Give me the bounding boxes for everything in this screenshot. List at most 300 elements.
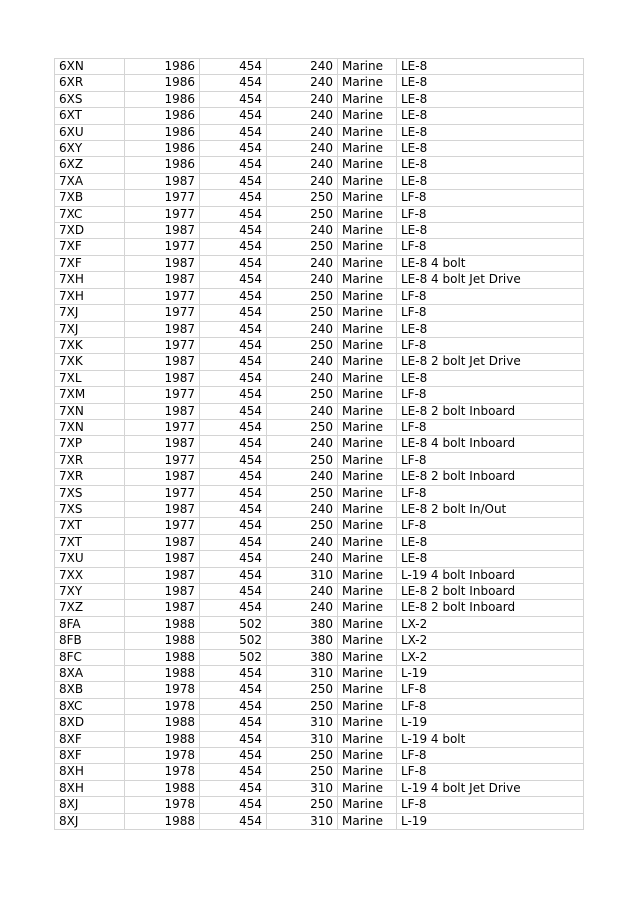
horsepower-cell: 250 [267,190,338,206]
horsepower-cell: 240 [267,403,338,419]
application-cell: Marine [338,337,397,353]
notes-cell: L-19 [397,715,584,731]
year-cell: 1987 [125,255,200,271]
table-body [55,59,584,830]
table-row [55,485,584,501]
code-cell: 7XR [55,452,125,468]
horsepower-cell: 250 [267,288,338,304]
year-cell: 1977 [125,485,200,501]
table-row [55,419,584,435]
table-row [55,649,584,665]
year-cell: 1977 [125,206,200,222]
notes-cell: LE-8 [397,108,584,124]
table-row [55,682,584,698]
horsepower-cell: 240 [267,354,338,370]
application-cell: Marine [338,584,397,600]
application-cell: Marine [338,370,397,386]
notes-cell: LF-8 [397,288,584,304]
displacement-cell: 454 [200,698,267,714]
notes-cell: LE-8 4 bolt Jet Drive [397,272,584,288]
notes-cell: LE-8 [397,173,584,189]
code-cell: 6XS [55,91,125,107]
year-cell: 1987 [125,223,200,239]
notes-cell: LE-8 [397,75,584,91]
displacement-cell: 454 [200,682,267,698]
notes-cell: LF-8 [397,190,584,206]
code-cell: 8FA [55,616,125,632]
horsepower-cell: 250 [267,337,338,353]
code-cell: 8XD [55,715,125,731]
application-cell: Marine [338,731,397,747]
application-cell: Marine [338,452,397,468]
year-cell: 1977 [125,452,200,468]
displacement-cell: 502 [200,649,267,665]
code-cell: 7XK [55,337,125,353]
application-cell: Marine [338,157,397,173]
horsepower-cell: 250 [267,485,338,501]
code-cell: 7XH [55,288,125,304]
application-cell: Marine [338,206,397,222]
horsepower-cell: 240 [267,124,338,140]
notes-cell: LE-8 2 bolt Inboard [397,600,584,616]
code-cell: 6XU [55,124,125,140]
code-cell: 7XU [55,551,125,567]
notes-cell: LX-2 [397,633,584,649]
notes-cell: LE-8 [397,124,584,140]
displacement-cell: 454 [200,419,267,435]
year-cell: 1986 [125,108,200,124]
notes-cell: LF-8 [397,337,584,353]
horsepower-cell: 310 [267,715,338,731]
year-cell: 1988 [125,731,200,747]
notes-cell: LE-8 2 bolt Inboard [397,403,584,419]
table-row [55,124,584,140]
displacement-cell: 454 [200,288,267,304]
horsepower-cell: 240 [267,157,338,173]
year-cell: 1988 [125,666,200,682]
displacement-cell: 454 [200,715,267,731]
horsepower-cell: 240 [267,600,338,616]
application-cell: Marine [338,649,397,665]
notes-cell: LF-8 [397,387,584,403]
table-row [55,288,584,304]
code-cell: 8XJ [55,813,125,829]
application-cell: Marine [338,403,397,419]
year-cell: 1988 [125,715,200,731]
displacement-cell: 454 [200,223,267,239]
table-row [55,354,584,370]
horsepower-cell: 310 [267,813,338,829]
table-row [55,305,584,321]
application-cell: Marine [338,387,397,403]
notes-cell: LX-2 [397,649,584,665]
application-cell: Marine [338,534,397,550]
application-cell: Marine [338,288,397,304]
horsepower-cell: 240 [267,108,338,124]
horsepower-cell: 250 [267,419,338,435]
horsepower-cell: 240 [267,173,338,189]
code-cell: 7XP [55,436,125,452]
displacement-cell: 454 [200,436,267,452]
notes-cell: LE-8 [397,321,584,337]
code-cell: 7XM [55,387,125,403]
displacement-cell: 454 [200,485,267,501]
horsepower-cell: 250 [267,452,338,468]
application-cell: Marine [338,354,397,370]
horsepower-cell: 240 [267,255,338,271]
horsepower-cell: 250 [267,682,338,698]
application-cell: Marine [338,436,397,452]
year-cell: 1977 [125,518,200,534]
code-cell: 8XF [55,731,125,747]
application-cell: Marine [338,764,397,780]
code-cell: 6XZ [55,157,125,173]
displacement-cell: 454 [200,305,267,321]
code-cell: 7XD [55,223,125,239]
table-row [55,75,584,91]
displacement-cell: 454 [200,91,267,107]
displacement-cell: 454 [200,567,267,583]
notes-cell: LE-8 4 bolt Inboard [397,436,584,452]
code-cell: 7XL [55,370,125,386]
displacement-cell: 454 [200,337,267,353]
year-cell: 1986 [125,75,200,91]
table-row [55,223,584,239]
year-cell: 1987 [125,534,200,550]
displacement-cell: 454 [200,370,267,386]
application-cell: Marine [338,124,397,140]
code-cell: 7XJ [55,321,125,337]
table-row [55,813,584,829]
notes-cell: LX-2 [397,616,584,632]
code-cell: 8FB [55,633,125,649]
year-cell: 1978 [125,682,200,698]
year-cell: 1977 [125,387,200,403]
displacement-cell: 454 [200,518,267,534]
application-cell: Marine [338,255,397,271]
year-cell: 1978 [125,764,200,780]
year-cell: 1978 [125,797,200,813]
horsepower-cell: 240 [267,272,338,288]
year-cell: 1986 [125,91,200,107]
notes-cell: LE-8 [397,141,584,157]
code-cell: 7XH [55,272,125,288]
code-cell: 7XK [55,354,125,370]
application-cell: Marine [338,91,397,107]
application-cell: Marine [338,780,397,796]
displacement-cell: 454 [200,797,267,813]
engine-code-table [54,58,584,830]
table-row [55,157,584,173]
year-cell: 1987 [125,403,200,419]
table-row [55,469,584,485]
notes-cell: LF-8 [397,797,584,813]
table-row [55,551,584,567]
application-cell: Marine [338,551,397,567]
code-cell: 7XN [55,419,125,435]
displacement-cell: 502 [200,616,267,632]
notes-cell: LF-8 [397,748,584,764]
table-row [55,337,584,353]
horsepower-cell: 240 [267,59,338,75]
code-cell: 6XY [55,141,125,157]
horsepower-cell: 240 [267,75,338,91]
table-row [55,584,584,600]
code-cell: 6XR [55,75,125,91]
application-cell: Marine [338,272,397,288]
application-cell: Marine [338,682,397,698]
year-cell: 1977 [125,337,200,353]
code-cell: 7XB [55,190,125,206]
horsepower-cell: 240 [267,584,338,600]
notes-cell: LE-8 [397,551,584,567]
code-cell: 8XF [55,748,125,764]
table-row [55,780,584,796]
notes-cell: LF-8 [397,452,584,468]
table-row [55,321,584,337]
table-row [55,403,584,419]
horsepower-cell: 250 [267,305,338,321]
code-cell: 7XA [55,173,125,189]
horsepower-cell: 250 [267,387,338,403]
year-cell: 1988 [125,780,200,796]
notes-cell: LE-8 [397,157,584,173]
notes-cell: LF-8 [397,682,584,698]
year-cell: 1987 [125,501,200,517]
displacement-cell: 454 [200,551,267,567]
application-cell: Marine [338,616,397,632]
displacement-cell: 454 [200,813,267,829]
horsepower-cell: 240 [267,321,338,337]
displacement-cell: 454 [200,501,267,517]
application-cell: Marine [338,223,397,239]
year-cell: 1988 [125,633,200,649]
code-cell: 7XS [55,501,125,517]
displacement-cell: 454 [200,190,267,206]
table-row [55,190,584,206]
table-row [55,387,584,403]
application-cell: Marine [338,321,397,337]
horsepower-cell: 240 [267,141,338,157]
notes-cell: L-19 4 bolt Jet Drive [397,780,584,796]
horsepower-cell: 380 [267,616,338,632]
code-cell: 7XJ [55,305,125,321]
horsepower-cell: 380 [267,633,338,649]
year-cell: 1987 [125,600,200,616]
year-cell: 1977 [125,288,200,304]
table-row [55,616,584,632]
horsepower-cell: 240 [267,501,338,517]
displacement-cell: 454 [200,141,267,157]
notes-cell: LF-8 [397,485,584,501]
displacement-cell: 454 [200,206,267,222]
notes-cell: LE-8 2 bolt Inboard [397,469,584,485]
horsepower-cell: 240 [267,551,338,567]
application-cell: Marine [338,666,397,682]
code-cell: 8XA [55,666,125,682]
displacement-cell: 454 [200,321,267,337]
table-row [55,715,584,731]
horsepower-cell: 250 [267,698,338,714]
year-cell: 1986 [125,59,200,75]
notes-cell: LF-8 [397,698,584,714]
application-cell: Marine [338,518,397,534]
notes-cell: LE-8 2 bolt Inboard [397,584,584,600]
application-cell: Marine [338,600,397,616]
horsepower-cell: 250 [267,518,338,534]
year-cell: 1977 [125,239,200,255]
year-cell: 1987 [125,354,200,370]
application-cell: Marine [338,567,397,583]
year-cell: 1987 [125,469,200,485]
table-row [55,59,584,75]
year-cell: 1987 [125,272,200,288]
table-row [55,141,584,157]
year-cell: 1986 [125,124,200,140]
year-cell: 1988 [125,649,200,665]
code-cell: 6XN [55,59,125,75]
application-cell: Marine [338,698,397,714]
code-cell: 7XX [55,567,125,583]
year-cell: 1987 [125,567,200,583]
table-row [55,272,584,288]
displacement-cell: 454 [200,354,267,370]
displacement-cell: 454 [200,469,267,485]
table-row [55,731,584,747]
code-cell: 6XT [55,108,125,124]
displacement-cell: 454 [200,272,267,288]
application-cell: Marine [338,305,397,321]
code-cell: 7XN [55,403,125,419]
notes-cell: LF-8 [397,239,584,255]
table-row [55,764,584,780]
table-row [55,698,584,714]
notes-cell: LE-8 4 bolt [397,255,584,271]
horsepower-cell: 380 [267,649,338,665]
horsepower-cell: 240 [267,534,338,550]
displacement-cell: 454 [200,239,267,255]
notes-cell: LE-8 [397,59,584,75]
notes-cell: LF-8 [397,206,584,222]
horsepower-cell: 250 [267,764,338,780]
table-row [55,370,584,386]
code-cell: 7XF [55,239,125,255]
horsepower-cell: 310 [267,731,338,747]
table-row [55,501,584,517]
table-row [55,108,584,124]
application-cell: Marine [338,813,397,829]
code-cell: 7XC [55,206,125,222]
notes-cell: LF-8 [397,305,584,321]
year-cell: 1986 [125,157,200,173]
code-cell: 8XH [55,764,125,780]
displacement-cell: 454 [200,59,267,75]
table-row [55,748,584,764]
year-cell: 1978 [125,748,200,764]
displacement-cell: 454 [200,666,267,682]
horsepower-cell: 250 [267,206,338,222]
application-cell: Marine [338,485,397,501]
displacement-cell: 502 [200,633,267,649]
year-cell: 1977 [125,190,200,206]
displacement-cell: 454 [200,584,267,600]
table-row [55,255,584,271]
code-cell: 7XZ [55,600,125,616]
notes-cell: L-19 [397,813,584,829]
application-cell: Marine [338,141,397,157]
displacement-cell: 454 [200,157,267,173]
displacement-cell: 454 [200,75,267,91]
displacement-cell: 454 [200,748,267,764]
displacement-cell: 454 [200,124,267,140]
application-cell: Marine [338,797,397,813]
table-row [55,633,584,649]
application-cell: Marine [338,75,397,91]
year-cell: 1987 [125,370,200,386]
application-cell: Marine [338,469,397,485]
year-cell: 1988 [125,616,200,632]
horsepower-cell: 240 [267,91,338,107]
displacement-cell: 454 [200,452,267,468]
table-row [55,518,584,534]
notes-cell: L-19 4 bolt Inboard [397,567,584,583]
application-cell: Marine [338,108,397,124]
displacement-cell: 454 [200,403,267,419]
table-row [55,173,584,189]
displacement-cell: 454 [200,534,267,550]
horsepower-cell: 310 [267,666,338,682]
horsepower-cell: 240 [267,469,338,485]
year-cell: 1977 [125,305,200,321]
table-row [55,436,584,452]
year-cell: 1977 [125,419,200,435]
notes-cell: LF-8 [397,518,584,534]
notes-cell: L-19 4 bolt [397,731,584,747]
application-cell: Marine [338,633,397,649]
horsepower-cell: 250 [267,239,338,255]
table-row [55,797,584,813]
code-cell: 7XT [55,534,125,550]
notes-cell: LE-8 2 bolt Jet Drive [397,354,584,370]
code-cell: 8XC [55,698,125,714]
year-cell: 1988 [125,813,200,829]
year-cell: 1987 [125,173,200,189]
table-row [55,91,584,107]
application-cell: Marine [338,190,397,206]
notes-cell: LE-8 2 bolt In/Out [397,501,584,517]
horsepower-cell: 240 [267,223,338,239]
horsepower-cell: 250 [267,797,338,813]
horsepower-cell: 240 [267,370,338,386]
table-row [55,567,584,583]
notes-cell: L-19 [397,666,584,682]
notes-cell: LE-8 [397,370,584,386]
application-cell: Marine [338,748,397,764]
year-cell: 1987 [125,584,200,600]
application-cell: Marine [338,715,397,731]
application-cell: Marine [338,501,397,517]
table-row [55,206,584,222]
code-cell: 7XF [55,255,125,271]
code-cell: 8FC [55,649,125,665]
code-cell: 8XJ [55,797,125,813]
year-cell: 1987 [125,436,200,452]
displacement-cell: 454 [200,108,267,124]
application-cell: Marine [338,59,397,75]
code-cell: 8XH [55,780,125,796]
displacement-cell: 454 [200,600,267,616]
displacement-cell: 454 [200,255,267,271]
